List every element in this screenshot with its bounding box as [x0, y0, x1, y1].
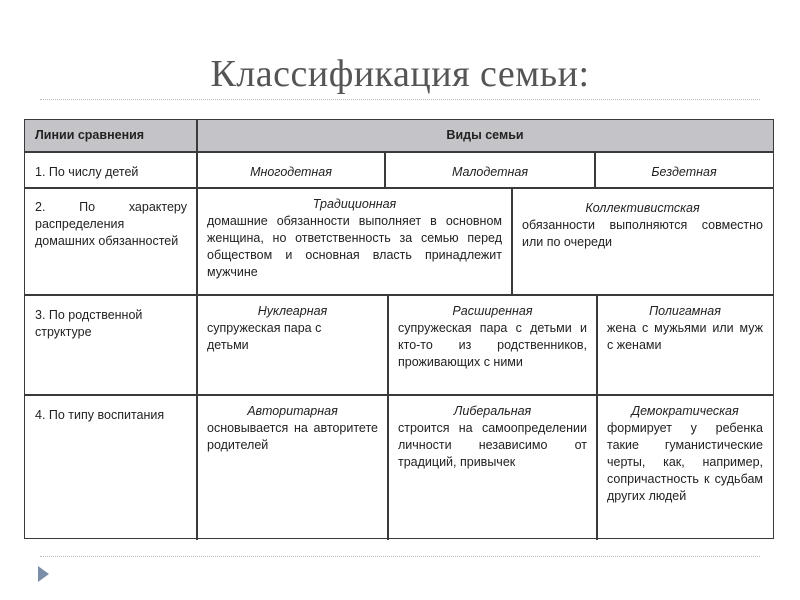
type-description: обязанности выполняются совместно или по очереди	[522, 218, 763, 249]
top-divider	[40, 99, 760, 100]
column-divider	[384, 151, 386, 188]
row-divider	[25, 294, 773, 296]
type-cell	[197, 152, 385, 188]
column-divider	[196, 120, 198, 540]
header-comparison-lines: Линии сравнения	[25, 120, 197, 152]
type-name: Коллективистская	[585, 201, 700, 215]
type-name: Нуклеарная	[257, 304, 328, 318]
column-divider	[511, 187, 513, 295]
row-label: 3. По родственной структуре	[35, 308, 143, 339]
type-cell	[512, 188, 773, 295]
type-name: Малодетная	[451, 165, 528, 179]
type-cell	[597, 295, 773, 395]
column-divider	[387, 294, 389, 540]
type-cell	[597, 395, 773, 540]
type-cell	[595, 152, 773, 188]
type-name: Полигамная	[649, 304, 721, 318]
type-description: супружеская пара с детьми и кто-то из родственников, проживающих с ними	[398, 321, 587, 369]
next-slide-arrow-icon[interactable]	[38, 566, 49, 582]
type-description: супружеская пара с детьми	[207, 321, 322, 352]
type-description: жена с мужьями или муж с женами	[607, 321, 763, 352]
type-description: формирует у ребенка такие гуманистические черты, как, например, сопричастность к судьбам других людей	[607, 421, 763, 503]
type-name: Демократическая	[631, 404, 739, 418]
slide-title: Классификация семьи:	[210, 53, 590, 95]
type-name: Бездетная	[651, 165, 717, 179]
row-divider	[25, 151, 773, 153]
type-name: Либеральная	[453, 404, 532, 418]
type-cell	[388, 295, 597, 395]
row-label: 4. По типу воспитания	[35, 408, 165, 422]
column-divider	[596, 294, 598, 540]
type-description: домашние обязанности выполняет в основном женщина, но ответственность за семью перед обществом и основная власть принадлежит мужчине	[207, 214, 502, 279]
bottom-divider	[40, 556, 760, 557]
type-description: основывается на авторитете родителей	[207, 421, 378, 452]
row-label: 2. По характеру распределения домашних обязанностей	[35, 200, 187, 248]
classification-table	[24, 119, 774, 539]
row-divider	[25, 394, 773, 396]
row-label: 1. По числу детей	[35, 165, 139, 179]
type-name: Многодетная	[250, 165, 332, 179]
type-name: Авторитарная	[247, 404, 338, 418]
type-cell	[385, 152, 595, 188]
type-name: Расширенная	[452, 304, 533, 318]
type-cell	[197, 395, 388, 540]
type-cell	[197, 295, 388, 395]
type-description: строится на самоопределении личности независимо от традиций, привычек	[398, 421, 587, 469]
type-cell	[197, 188, 512, 295]
type-cell	[388, 395, 597, 540]
column-divider	[594, 151, 596, 188]
type-name: Традиционная	[312, 197, 397, 211]
header-family-types: Виды семьи	[197, 120, 773, 152]
row-divider	[25, 187, 773, 189]
